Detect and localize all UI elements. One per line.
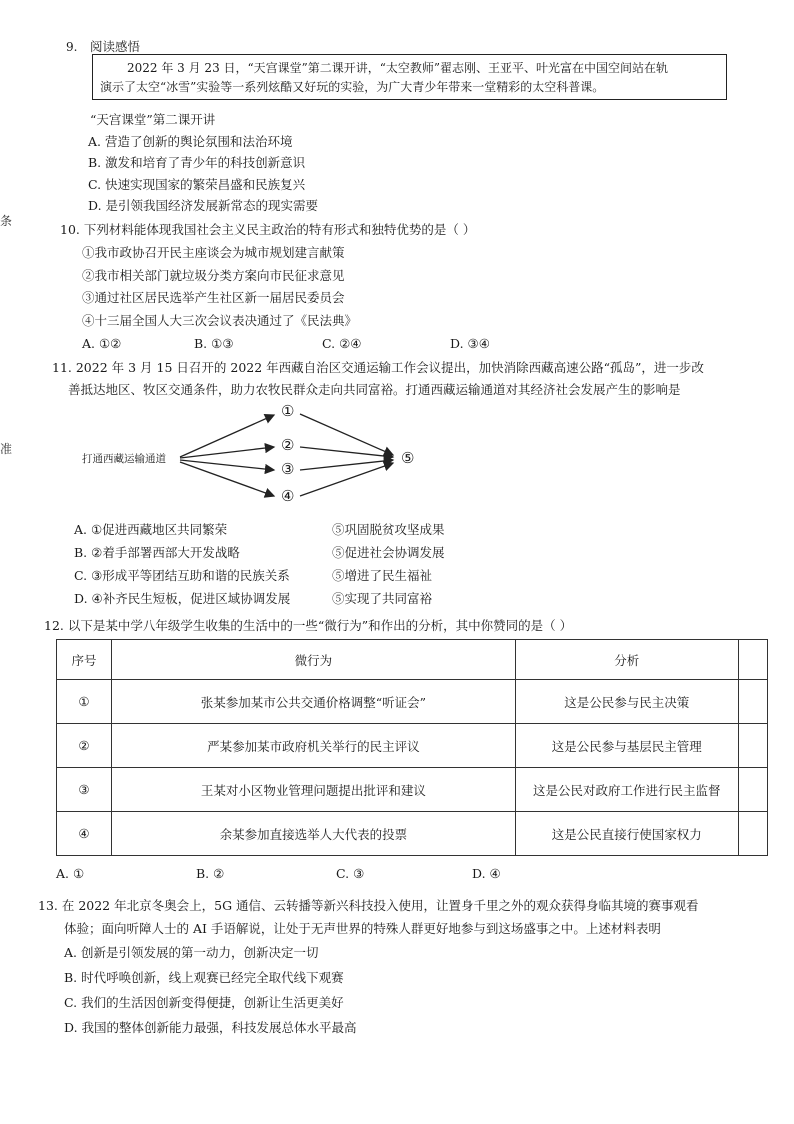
behavior-cell: 余某参加直接选举人大代表的投票	[112, 812, 516, 856]
option-b-effect: ⑤促进社会协调发展	[332, 545, 445, 560]
option-d[interactable]: D. 是引领我国经济发展新常态的现实需要	[88, 198, 319, 213]
empty-cell	[738, 724, 767, 768]
option-a[interactable]: A. ①	[56, 866, 85, 881]
diagram-arrow	[180, 460, 274, 470]
behavior-cell: 严某参加某市政府机关举行的民主评议	[112, 724, 516, 768]
row-number: ①	[57, 680, 112, 724]
option-b[interactable]: B. 激发和培育了青少年的科技创新意识	[88, 155, 306, 170]
header-cell: 微行为	[112, 640, 516, 680]
question-stem: “天宫课堂”第二课开讲	[90, 112, 216, 127]
diagram-node-1: ①	[281, 402, 295, 420]
statement-item: ④十三届全国人大三次会议表决通过了《民法典》	[82, 313, 358, 328]
option-c-effect: ⑤增进了民生福祉	[332, 568, 433, 583]
option-d[interactable]: D. 我国的整体创新能力最强，科技发展总体水平最高	[64, 1020, 357, 1035]
diagram-arrow	[180, 447, 274, 458]
table-row	[57, 812, 768, 856]
option-a[interactable]: A. 创新是引领发展的第一动力，创新决定一切	[64, 945, 319, 960]
diagram-node-5: ⑤	[401, 449, 415, 467]
option-a[interactable]: A. 营造了创新的舆论氛围和法治环境	[88, 134, 293, 149]
behavior-cell: 张某参加某市公共交通价格调整“听证会”	[112, 680, 516, 724]
table-header-row	[57, 640, 768, 680]
statement-item: ②我市相关部门就垃圾分类方案向市民征求意见	[82, 268, 345, 283]
option-a-effect: ⑤巩固脱贫攻坚成果	[332, 522, 445, 537]
option-c[interactable]: C. ③	[336, 866, 365, 881]
option-c[interactable]: C. ②④	[322, 336, 362, 351]
row-number: ②	[57, 724, 112, 768]
option-a[interactable]: A. ①②	[82, 336, 122, 351]
margin-mark: 准	[0, 442, 13, 456]
question-stem: 13. 在 2022 年北京冬奥会上，5G 通信、云转播等新兴科技投入使用，让置身千里之外的观众获得身临其境的赛事观看	[38, 898, 699, 913]
statement-item: ③通过社区居民选举产生社区新一届居民委员会	[82, 290, 345, 305]
option-c[interactable]: C. ③形成平等团结互助和谐的民族关系	[74, 568, 290, 583]
diagram-arrow	[180, 462, 274, 496]
option-b[interactable]: B. ②	[196, 866, 225, 881]
material-line: 演示了太空“冰雪”实验等一系列炫酷又好玩的实验，为广大青少年带来一堂精彩的太空科普课。	[100, 80, 605, 94]
option-c[interactable]: C. 我们的生活因创新变得便捷，创新让生活更美好	[64, 995, 344, 1010]
row-number: ④	[57, 812, 112, 856]
question-stem: 11. 2022 年 3 月 15 日召开的 2022 年西藏自治区交通运输工作会议提出，加快消除西藏高速公路“孤岛”，进一步改	[52, 360, 704, 375]
behavior-cell: 王某对小区物业管理问题提出批评和建议	[112, 768, 516, 812]
question-number: 9.	[66, 40, 78, 54]
question-stem: 体验；面向听障人士的 AI 手语解说，让处于无声世界的特殊人群更好地参与到这场盛事之中。上述材料表明	[64, 921, 661, 936]
empty-cell	[738, 640, 767, 680]
option-d-effect: ⑤实现了共同富裕	[332, 591, 433, 606]
micro-behavior-table	[56, 639, 768, 856]
table-row	[57, 768, 768, 812]
option-b[interactable]: B. ①③	[194, 336, 234, 351]
empty-cell	[738, 680, 767, 724]
option-d[interactable]: D. ④补齐民生短板，促进区域协调发展	[74, 591, 291, 606]
empty-cell	[738, 812, 767, 856]
empty-cell	[738, 768, 767, 812]
diagram-node-4: ④	[281, 487, 295, 505]
analysis-cell: 这是公民参与基层民主管理	[515, 724, 738, 768]
material-line: 2022 年 3 月 23 日，“天宫课堂”第二课开讲，“太空教师”翟志刚、王亚平、叶光富在中国空间站在轨	[127, 61, 669, 75]
question-stem: 10. 下列材料能体现我国社会主义民主政治的特有形式和独特优势的是（ ）	[60, 222, 476, 237]
question-title: 阅读感悟	[90, 39, 141, 54]
analysis-cell: 这是公民参与民主决策	[515, 680, 738, 724]
diagram-node-2: ②	[281, 436, 295, 454]
option-c[interactable]: C. 快速实现国家的繁荣昌盛和民族复兴	[88, 177, 306, 192]
diagram-node-3: ③	[281, 460, 295, 478]
option-a[interactable]: A. ①促进西藏地区共同繁荣	[74, 522, 228, 537]
option-d[interactable]: D. ③④	[450, 336, 490, 351]
impact-diagram	[0, 0, 794, 520]
option-d[interactable]: D. ④	[472, 866, 501, 881]
analysis-cell: 这是公民直接行使国家权力	[515, 812, 738, 856]
table-row	[57, 724, 768, 768]
question-stem: 善抵达地区、牧区交通条件，助力农牧民群众走向共同富裕。打通西藏运输通道对其经济社会发展产生的影响是	[68, 382, 681, 397]
header-cell: 序号	[57, 640, 112, 680]
diagram-source-label: 打通西藏运输通道	[82, 453, 166, 465]
header-cell: 分析	[515, 640, 738, 680]
option-b[interactable]: B. ②着手部署西部大开发战略	[74, 545, 240, 560]
row-number: ③	[57, 768, 112, 812]
table-row	[57, 680, 768, 724]
statement-item: ①我市政协召开民主座谈会为城市规划建言献策	[82, 245, 345, 260]
margin-mark: 条	[0, 214, 13, 228]
diagram-arrow	[180, 415, 274, 457]
question-stem: 12. 以下是某中学八年级学生收集的生活中的一些“微行为”和作出的分析，其中你赞同的是（ ）	[44, 618, 573, 633]
option-b[interactable]: B. 时代呼唤创新，线上观赛已经完全取代线下观赛	[64, 970, 344, 985]
analysis-cell: 这是公民对政府工作进行民主监督	[515, 768, 738, 812]
